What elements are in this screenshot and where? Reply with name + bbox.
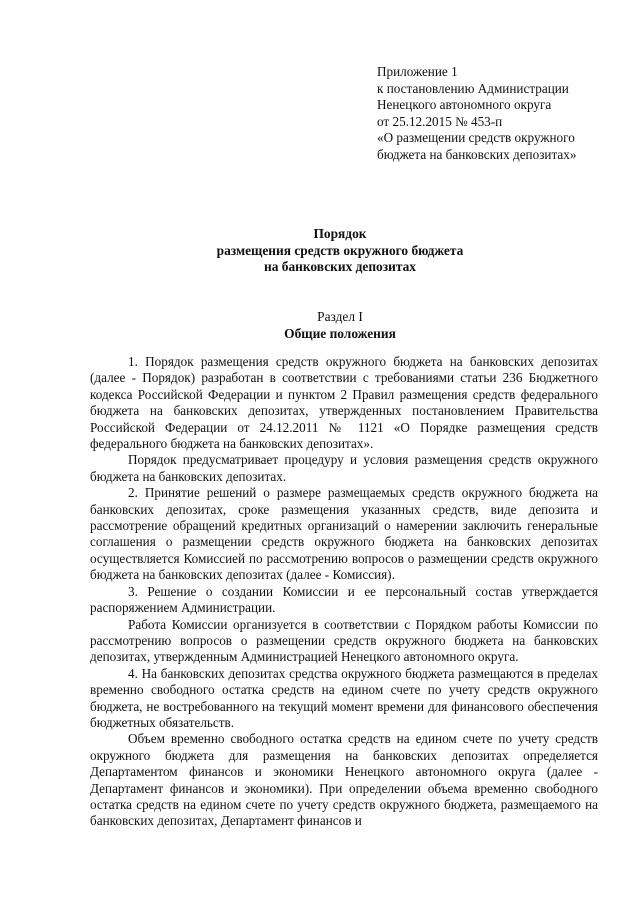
paragraph: 4. На банковских депозитах средства окружного бюджета размещаются в пределах временно свободного остатка средств на едином счете по учету средств окружного бюджета, не востребованного на текущий момент времени для финансового обеспечения бюджетных обязательств. bbox=[90, 665, 598, 730]
document-body bbox=[90, 354, 598, 830]
paragraph: Порядок предусматривает процедуру и условия размещения средств окружного бюджета на банковских депозитах. bbox=[90, 452, 598, 484]
title-line: на банковских депозитах bbox=[264, 259, 416, 275]
section-number: Раздел I bbox=[317, 309, 363, 324]
paragraph: 2. Принятие решений о размере размещаемых средств окружного бюджета на банковских депозитах, сроке размещения указанных средств, виде депозита и рассмотрение обращений кредитных организаций о намерении заключить генеральные соглашения о размещении средств окружного бюджета на банковских депозитах осуществляется Комиссией по рассмотрению вопросов о размещении средств окружного бюджета на банковских депозитах (далее - Комиссия). bbox=[90, 485, 598, 583]
title-line: Порядок bbox=[313, 226, 367, 241]
appendix-line: от 25.12.2015 № 453-п bbox=[377, 113, 503, 129]
paragraph: 1. Порядок размещения средств окружного бюджета на банковских депозитах (далее - Порядок) разработан в соответствии с требованиями статьи 236 Бюджетного кодекса Российской Федерации и пунктом 2 Правил размещения средств федерального бюджета на банковских депозитах, утвержденных постановлением Правительства Российской Федерации от 24.12.2011 № 1121 «О Порядке размещения средств федерального бюджета на банковских депозитах». bbox=[90, 354, 598, 452]
appendix-line: к постановлению Администрации bbox=[377, 80, 569, 96]
appendix-line: Приложение 1 bbox=[377, 64, 458, 79]
paragraph: 3. Решение о создании Комиссии и ее персональный состав утверждается распоряжением Администрации. bbox=[90, 583, 598, 616]
document-title bbox=[90, 226, 590, 276]
paragraph: Работа Комиссии организуется в соответствии с Порядком работы Комиссии по рассмотрению вопросов о размещении средств окружного бюджета на банковских депозитах, утвержденным Администрацией Ненецкого автономного округа. bbox=[90, 616, 598, 665]
appendix-line: бюджета на банковских депозитах» bbox=[377, 146, 577, 162]
section-header bbox=[90, 309, 590, 342]
appendix-block bbox=[377, 64, 617, 164]
paragraph: Объем временно свободного остатка средств на едином счете по учету средств окружного бюджета для размещения на банковских депозитах определяется Департаментом финансов и экономики Ненецкого автономного округа (далее - Департамент финансов и экономики). При определении объема временно свободного остатка средств на едином счете по учету средств окружного бюджета, размещаемого на банковских депозитах, Департамент финансов и bbox=[90, 731, 598, 829]
title-line: размещения средств окружного бюджета bbox=[216, 242, 464, 258]
appendix-line: Ненецкого автономного округа bbox=[377, 97, 552, 113]
section-heading: Общие положения bbox=[284, 325, 396, 341]
appendix-line: «О размещении средств окружного bbox=[377, 130, 575, 146]
